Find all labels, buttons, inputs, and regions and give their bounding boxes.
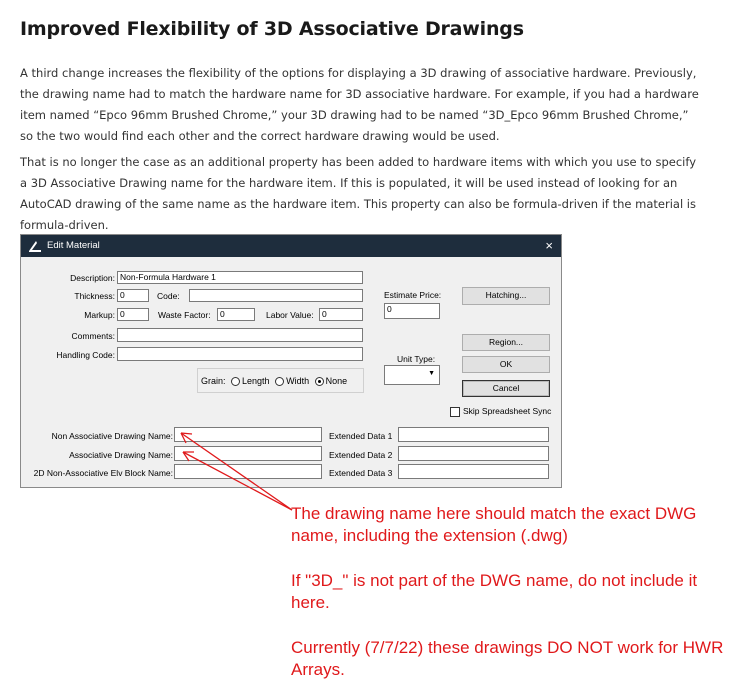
- region-button[interactable]: Region...: [462, 334, 550, 351]
- extended-data-2-label: Extended Data 2: [329, 450, 393, 460]
- annotation-note-2: If "3D_" is not part of the DWG name, do not include it here.: [291, 571, 698, 612]
- skip-sync-label: Skip Spreadsheet Sync: [463, 406, 552, 416]
- labor-value-input[interactable]: 0: [319, 308, 363, 321]
- article-paragraph-2: That is no longer the case as an additional property has been added to hardware items with which you use to specify a 3D Associative Drawing name for the hardware item. If this is populated, it will be used instead of looking for an AutoCAD drawing of the same name as the hardware item. This property can also be formula-driven if the material is formula-driven.: [20, 155, 697, 232]
- ok-button[interactable]: OK: [462, 356, 550, 373]
- thickness-label: Thickness:: [74, 291, 115, 301]
- arrow-to-non-assoc-field: [181, 433, 292, 510]
- arrow-to-assoc-field: [183, 452, 292, 510]
- extended-data-3-label: Extended Data 3: [329, 468, 393, 478]
- article-title: Improved Flexibility of 3D Associative Drawings: [20, 18, 524, 40]
- description-input[interactable]: Non-Formula Hardware 1: [117, 271, 363, 284]
- close-icon[interactable]: ×: [545, 238, 553, 253]
- grain-none-label: None: [325, 376, 348, 386]
- waste-factor-label: Waste Factor:: [158, 310, 211, 320]
- article-paragraph-1: A third change increases the flexibility of the options for displaying a 3D drawing of associative hardware. Previously, the drawing name had to match the hardware name for 3D associative hardware. For example, if you had a hardware item named “Epco 96mm Brushed Chrome,” your 3D drawing had to be named “3D_Epco 96mm Brushed Chrome,” so the two would find each other and the correct hardware drawing would be used.: [20, 66, 699, 143]
- annotation-note-1: The drawing name here should match the exact DWG name, including the extension (.dwg): [291, 504, 697, 545]
- annotation-note-3: Currently (7/7/22) these drawings DO NOT work for HWR Arrays.: [291, 638, 724, 679]
- dialog-title: Edit Material: [47, 240, 100, 251]
- cancel-button[interactable]: Cancel: [462, 380, 550, 397]
- hatching-button[interactable]: Hatching...: [462, 287, 550, 305]
- estimate-price-input[interactable]: 0: [384, 303, 440, 319]
- thickness-input[interactable]: 0: [117, 289, 149, 302]
- unit-type-label: Unit Type:: [397, 354, 436, 364]
- waste-factor-input[interactable]: 0: [217, 308, 255, 321]
- grain-label: Grain:: [201, 376, 226, 386]
- markup-label: Markup:: [84, 310, 115, 320]
- dropdown-arrow-icon: ▼: [428, 370, 435, 377]
- non-assoc-drawing-label: Non Associative Drawing Name:: [51, 431, 173, 441]
- elv-block-label: 2D Non-Associative Elv Block Name:: [33, 468, 173, 478]
- grain-width-label: Width: [286, 376, 310, 386]
- labor-value-label: Labor Value:: [266, 310, 314, 320]
- estimate-price-label: Estimate Price:: [384, 290, 442, 300]
- grain-length-label: Length: [242, 376, 270, 386]
- description-label: Description:: [70, 273, 115, 283]
- markup-input[interactable]: 0: [117, 308, 149, 321]
- assoc-drawing-label: Associative Drawing Name:: [69, 450, 173, 460]
- handling-code-label: Handling Code:: [56, 350, 115, 360]
- code-label: Code:: [157, 291, 180, 301]
- extended-data-1-label: Extended Data 1: [329, 431, 393, 441]
- comments-label: Comments:: [71, 331, 115, 341]
